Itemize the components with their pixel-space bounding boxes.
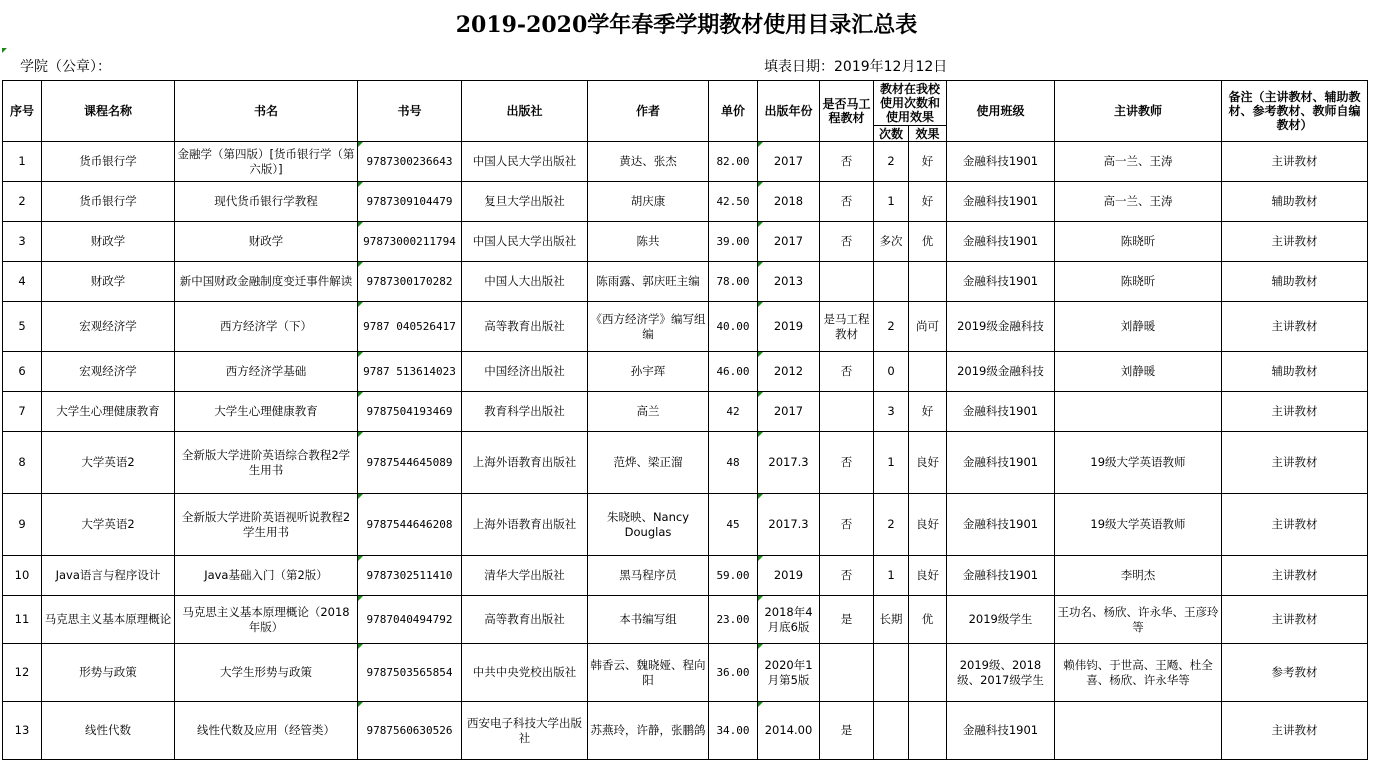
cell-price: 39.00 xyxy=(709,222,758,262)
cell-seq: 4 xyxy=(3,262,42,302)
cell-publisher: 西安电子科技大学出版社 xyxy=(462,702,588,760)
cell-course: 宏观经济学 xyxy=(42,352,175,392)
cell-remark: 主讲教材 xyxy=(1222,392,1368,432)
cell-class: 金融科技1901 xyxy=(947,222,1055,262)
cell-course: Java语言与程序设计 xyxy=(42,556,175,596)
cell-effect xyxy=(909,644,947,702)
cell-price: 23.00 xyxy=(709,596,758,644)
cell-teacher: 陈晓昕 xyxy=(1055,222,1222,262)
cell-publisher: 中国人大出版社 xyxy=(462,262,588,302)
cell-teacher: 赖伟钧、于世高、王飏、杜全喜、杨欣、许永华等 xyxy=(1055,644,1222,702)
cell-year: 2019 xyxy=(758,556,820,596)
cell-course: 宏观经济学 xyxy=(42,302,175,352)
table-row xyxy=(3,432,1368,494)
cell-class: 2019级金融科技 xyxy=(947,302,1055,352)
cell-publisher: 中国人民大学出版社 xyxy=(462,142,588,182)
cell-isbn: 9787302511410 xyxy=(358,556,462,596)
cell-isbn: 9787504193469 xyxy=(358,392,462,432)
cell-effect: 尚可 xyxy=(909,302,947,352)
cell-price: 40.00 xyxy=(709,302,758,352)
cell-times: 多次 xyxy=(874,222,909,262)
cell-year: 2017 xyxy=(758,142,820,182)
cell-isbn: 9787300170282 xyxy=(358,262,462,302)
cell-price: 46.00 xyxy=(709,352,758,392)
cell-publisher: 中国经济出版社 xyxy=(462,352,588,392)
cell-year: 2018 xyxy=(758,182,820,222)
cell-seq: 7 xyxy=(3,392,42,432)
cell-mage: 否 xyxy=(820,352,874,392)
cell-book: 大学生心理健康教育 xyxy=(175,392,358,432)
cell-publisher: 中国人民大学出版社 xyxy=(462,222,588,262)
cell-times: 2 xyxy=(874,302,909,352)
cell-mage: 否 xyxy=(820,494,874,556)
cell-seq: 8 xyxy=(3,432,42,494)
cell-book: 全新版大学进阶英语综合教程2学生用书 xyxy=(175,432,358,494)
cell-course: 大学英语2 xyxy=(42,494,175,556)
cell-class: 金融科技1901 xyxy=(947,142,1055,182)
cell-teacher: 19级大学英语教师 xyxy=(1055,432,1222,494)
cell-seq: 1 xyxy=(3,142,42,182)
cell-publisher: 高等教育出版社 xyxy=(462,596,588,644)
cell-isbn: 9787 513614023 xyxy=(358,352,462,392)
cell-course: 财政学 xyxy=(42,262,175,302)
cell-times: 1 xyxy=(874,182,909,222)
cell-book: 西方经济学基础 xyxy=(175,352,358,392)
cell-effect xyxy=(909,262,947,302)
cell-mage: 否 xyxy=(820,142,874,182)
header-class: 使用班级 xyxy=(947,81,1055,142)
cell-mage xyxy=(820,392,874,432)
page-title: 2019-2020学年春季学期教材使用目录汇总表 xyxy=(455,12,918,38)
cell-seq: 6 xyxy=(3,352,42,392)
header-course: 课程名称 xyxy=(42,81,175,142)
college-label: 学院（公章）： xyxy=(20,59,111,75)
cell-isbn: 9787560630526 xyxy=(358,702,462,760)
cell-effect: 好 xyxy=(909,142,947,182)
cell-year: 2017.3 xyxy=(758,432,820,494)
cell-seq: 2 xyxy=(3,182,42,222)
cell-author: 黄达、张杰 xyxy=(588,142,709,182)
cell-author: 胡庆康 xyxy=(588,182,709,222)
cell-price: 59.00 xyxy=(709,556,758,596)
cell-remark: 主讲教材 xyxy=(1222,494,1368,556)
cell-isbn: 9787300236643 xyxy=(358,142,462,182)
cell-author: 范烨、梁正溜 xyxy=(588,432,709,494)
cell-effect: 良好 xyxy=(909,556,947,596)
cell-effect: 良好 xyxy=(909,494,947,556)
cell-isbn: 9787040494792 xyxy=(358,596,462,644)
cell-book: 金融学（第四版）[货币银行学（第六版）] xyxy=(175,142,358,182)
cell-class: 金融科技1901 xyxy=(947,262,1055,302)
cell-teacher xyxy=(1055,702,1222,760)
cell-mage: 是马工程教材 xyxy=(820,302,874,352)
cell-times xyxy=(874,644,909,702)
cell-remark: 主讲教材 xyxy=(1222,432,1368,494)
cell-year: 2017 xyxy=(758,392,820,432)
cell-author: 《西方经济学》编写组编 xyxy=(588,302,709,352)
cell-mage: 否 xyxy=(820,182,874,222)
cell-teacher: 王功名、杨欣、许永华、王彦玲等 xyxy=(1055,596,1222,644)
cell-mage xyxy=(820,262,874,302)
cell-book: 财政学 xyxy=(175,222,358,262)
cell-remark: 主讲教材 xyxy=(1222,556,1368,596)
cell-price: 42.50 xyxy=(709,182,758,222)
cell-teacher: 高一兰、王涛 xyxy=(1055,182,1222,222)
header-isbn: 书号 xyxy=(358,81,462,142)
cell-author: 孙宇珲 xyxy=(588,352,709,392)
cell-class: 金融科技1901 xyxy=(947,392,1055,432)
cell-effect xyxy=(909,352,947,392)
cell-seq: 3 xyxy=(3,222,42,262)
cell-isbn: 9787544645089 xyxy=(358,432,462,494)
cell-remark: 辅助教材 xyxy=(1222,262,1368,302)
header-year: 出版年份 xyxy=(758,81,820,142)
cell-class: 2019级、2018级、2017级学生 xyxy=(947,644,1055,702)
cell-seq: 5 xyxy=(3,302,42,352)
cell-class: 金融科技1901 xyxy=(947,432,1055,494)
cell-effect: 良好 xyxy=(909,432,947,494)
cell-seq: 9 xyxy=(3,494,42,556)
cell-seq: 11 xyxy=(3,596,42,644)
cell-teacher: 陈晓昕 xyxy=(1055,262,1222,302)
table-row xyxy=(3,556,1368,596)
cell-year: 2013 xyxy=(758,262,820,302)
cell-course: 货币银行学 xyxy=(42,182,175,222)
header-price: 单价 xyxy=(709,81,758,142)
cell-teacher: 李明杰 xyxy=(1055,556,1222,596)
cell-isbn: 9787 040526417 xyxy=(358,302,462,352)
table-row xyxy=(3,494,1368,556)
cell-times: 长期 xyxy=(874,596,909,644)
cell-author: 陈雨露、郭庆旺主编 xyxy=(588,262,709,302)
header-teacher: 主讲教师 xyxy=(1055,81,1222,142)
cell-author: 韩香云、魏晓娅、程向阳 xyxy=(588,644,709,702)
cell-seq: 12 xyxy=(3,644,42,702)
table-row xyxy=(3,702,1368,760)
cell-marker xyxy=(2,48,7,53)
table-row xyxy=(3,644,1368,702)
cell-mage: 否 xyxy=(820,432,874,494)
cell-price: 78.00 xyxy=(709,262,758,302)
cell-teacher: 刘静暖 xyxy=(1055,302,1222,352)
cell-year: 2019 xyxy=(758,302,820,352)
cell-times: 3 xyxy=(874,392,909,432)
cell-remark: 主讲教材 xyxy=(1222,596,1368,644)
cell-isbn: 9787503565854 xyxy=(358,644,462,702)
cell-book: 大学生形势与政策 xyxy=(175,644,358,702)
cell-isbn: 9787544646208 xyxy=(358,494,462,556)
cell-course: 马克思主义基本原理概论 xyxy=(42,596,175,644)
cell-price: 34.00 xyxy=(709,702,758,760)
cell-price: 36.00 xyxy=(709,644,758,702)
textbook-table xyxy=(2,80,1368,760)
table-row xyxy=(3,302,1368,352)
header-usage-times: 次数 xyxy=(874,126,909,142)
cell-price: 48 xyxy=(709,432,758,494)
cell-course: 货币银行学 xyxy=(42,142,175,182)
cell-remark: 主讲教材 xyxy=(1222,702,1368,760)
cell-publisher: 教育科学出版社 xyxy=(462,392,588,432)
cell-year: 2017 xyxy=(758,222,820,262)
cell-author: 黑马程序员 xyxy=(588,556,709,596)
cell-class: 金融科技1901 xyxy=(947,702,1055,760)
table-row xyxy=(3,352,1368,392)
cell-price: 42 xyxy=(709,392,758,432)
cell-remark: 参考教材 xyxy=(1222,644,1368,702)
cell-isbn: 9787309104479 xyxy=(358,182,462,222)
cell-seq: 13 xyxy=(3,702,42,760)
cell-course: 大学生心理健康教育 xyxy=(42,392,175,432)
cell-effect: 好 xyxy=(909,182,947,222)
cell-teacher: 高一兰、王涛 xyxy=(1055,142,1222,182)
cell-class: 金融科技1901 xyxy=(947,556,1055,596)
header-usage-effect: 效果 xyxy=(909,126,947,142)
cell-remark: 主讲教材 xyxy=(1222,142,1368,182)
cell-publisher: 上海外语教育出版社 xyxy=(462,432,588,494)
cell-teacher xyxy=(1055,392,1222,432)
cell-course: 线性代数 xyxy=(42,702,175,760)
cell-year: 2018年4月底6版 xyxy=(758,596,820,644)
cell-book: Java基础入门（第2版） xyxy=(175,556,358,596)
cell-author: 高兰 xyxy=(588,392,709,432)
cell-effect xyxy=(909,702,947,760)
cell-book: 现代货币银行学教程 xyxy=(175,182,358,222)
cell-class: 金融科技1901 xyxy=(947,182,1055,222)
cell-book: 线性代数及应用（经管类） xyxy=(175,702,358,760)
cell-times: 1 xyxy=(874,432,909,494)
header-publisher: 出版社 xyxy=(462,81,588,142)
cell-teacher: 19级大学英语教师 xyxy=(1055,494,1222,556)
cell-course: 形势与政策 xyxy=(42,644,175,702)
cell-price: 45 xyxy=(709,494,758,556)
cell-year: 2012 xyxy=(758,352,820,392)
table-row xyxy=(3,182,1368,222)
cell-remark: 主讲教材 xyxy=(1222,302,1368,352)
cell-publisher: 清华大学出版社 xyxy=(462,556,588,596)
table-row xyxy=(3,392,1368,432)
cell-course: 财政学 xyxy=(42,222,175,262)
cell-year: 2014.00 xyxy=(758,702,820,760)
table-row xyxy=(3,222,1368,262)
cell-price: 82.00 xyxy=(709,142,758,182)
table-row xyxy=(3,596,1368,644)
cell-class: 2019级学生 xyxy=(947,596,1055,644)
cell-remark: 主讲教材 xyxy=(1222,222,1368,262)
cell-book: 马克思主义基本原理概论（2018年版） xyxy=(175,596,358,644)
header-seq: 序号 xyxy=(3,81,42,142)
cell-times: 0 xyxy=(874,352,909,392)
cell-book: 新中国财政金融制度变迁事件解读 xyxy=(175,262,358,302)
cell-teacher: 刘静暖 xyxy=(1055,352,1222,392)
cell-seq: 10 xyxy=(3,556,42,596)
cell-mage: 是 xyxy=(820,702,874,760)
cell-publisher: 复旦大学出版社 xyxy=(462,182,588,222)
header-author: 作者 xyxy=(588,81,709,142)
cell-isbn: 97873000211794 xyxy=(358,222,462,262)
cell-publisher: 高等教育出版社 xyxy=(462,302,588,352)
cell-class: 2019级金融科技 xyxy=(947,352,1055,392)
header-usage-group: 教材在我校使用次数和使用效果 xyxy=(874,81,947,126)
cell-author: 苏燕玲，许静，张鹏鸽 xyxy=(588,702,709,760)
cell-year: 2017.3 xyxy=(758,494,820,556)
cell-book: 西方经济学（下） xyxy=(175,302,358,352)
header-remark: 备注（主讲教材、辅助教材、参考教材、教师自编教材） xyxy=(1222,81,1368,142)
cell-times: 2 xyxy=(874,142,909,182)
cell-times xyxy=(874,702,909,760)
cell-class: 金融科技1901 xyxy=(947,494,1055,556)
table-row xyxy=(3,142,1368,182)
cell-times: 1 xyxy=(874,556,909,596)
cell-course: 大学英语2 xyxy=(42,432,175,494)
cell-publisher: 中共中央党校出版社 xyxy=(462,644,588,702)
cell-times xyxy=(874,262,909,302)
header-mage: 是否马工程教材 xyxy=(820,81,874,142)
cell-publisher: 上海外语教育出版社 xyxy=(462,494,588,556)
cell-mage: 是 xyxy=(820,596,874,644)
cell-effect: 优 xyxy=(909,596,947,644)
cell-effect: 优 xyxy=(909,222,947,262)
cell-year: 2020年1月第5版 xyxy=(758,644,820,702)
cell-mage: 否 xyxy=(820,556,874,596)
fill-date: 填表日期：2019年12月12日 xyxy=(764,59,948,75)
cell-author: 本书编写组 xyxy=(588,596,709,644)
cell-book: 全新版大学进阶英语视听说教程2学生用书 xyxy=(175,494,358,556)
cell-author: 陈共 xyxy=(588,222,709,262)
cell-author: 朱晓映、Nancy Douglas xyxy=(588,494,709,556)
cell-times: 2 xyxy=(874,494,909,556)
cell-remark: 辅助教材 xyxy=(1222,182,1368,222)
cell-effect: 好 xyxy=(909,392,947,432)
header-book: 书名 xyxy=(175,81,358,142)
table-row xyxy=(3,262,1368,302)
cell-remark: 辅助教材 xyxy=(1222,352,1368,392)
cell-mage: 否 xyxy=(820,222,874,262)
cell-mage xyxy=(820,644,874,702)
